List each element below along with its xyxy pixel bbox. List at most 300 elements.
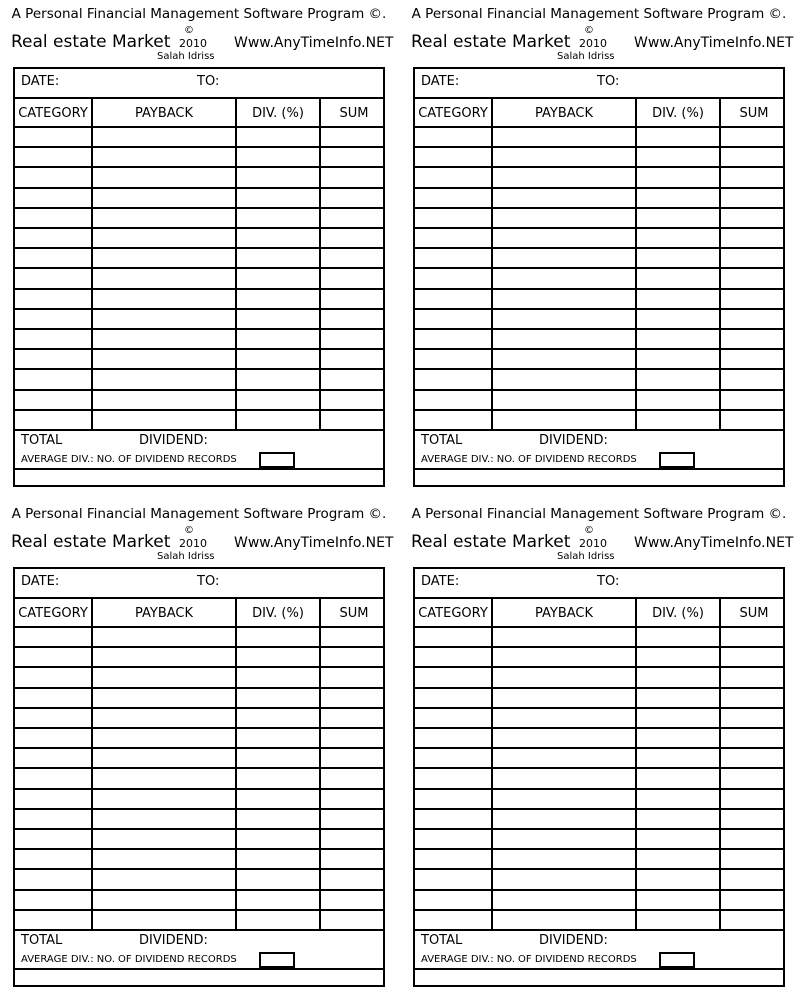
table-cell[interactable] [416, 729, 490, 746]
table-cell[interactable] [16, 209, 90, 226]
table-cell[interactable] [94, 850, 234, 867]
table-cell[interactable] [494, 689, 634, 706]
table-cell[interactable] [722, 330, 786, 347]
table-cell[interactable] [722, 229, 786, 246]
column-divider [719, 97, 721, 429]
dividend-label: DIVIDEND: [139, 433, 208, 448]
total-label: TOTAL [421, 433, 463, 448]
to-label: TO: [197, 74, 220, 89]
table-cell[interactable] [16, 911, 90, 928]
table-cell[interactable] [638, 209, 718, 226]
table-cell[interactable] [238, 411, 318, 428]
table-cell[interactable] [94, 148, 234, 165]
table-cell[interactable] [494, 810, 634, 827]
copyright-year: 2010 [579, 537, 607, 550]
table-cell[interactable] [638, 648, 718, 665]
table-cell[interactable] [94, 911, 234, 928]
table-cell[interactable] [638, 148, 718, 165]
table-cell[interactable] [322, 128, 386, 145]
table-cell[interactable] [322, 290, 386, 307]
dividend-records-count-box[interactable] [659, 952, 695, 968]
table-cell[interactable] [238, 891, 318, 908]
table-cell[interactable] [238, 290, 318, 307]
table-cell[interactable] [722, 891, 786, 908]
table-cell[interactable] [16, 628, 90, 645]
website-text: Www.AnyTimeInfo.NET [634, 35, 794, 51]
column-divider [319, 97, 321, 429]
table-cell[interactable] [494, 648, 634, 665]
table-cell[interactable] [494, 269, 634, 286]
table-cell[interactable] [322, 330, 386, 347]
table-cell[interactable] [416, 891, 490, 908]
table-cell[interactable] [94, 709, 234, 726]
table-cell[interactable] [16, 830, 90, 847]
table-cell[interactable] [638, 391, 718, 408]
table-cell[interactable] [16, 249, 90, 266]
table-cell[interactable] [494, 168, 634, 185]
table-cell[interactable] [722, 729, 786, 746]
table-cell[interactable] [638, 128, 718, 145]
table-cell[interactable] [238, 749, 318, 766]
table-cell[interactable] [94, 749, 234, 766]
table-cell[interactable] [94, 870, 234, 887]
form-table [413, 67, 785, 487]
divider [415, 97, 783, 99]
column-divider [491, 97, 493, 429]
table-cell[interactable] [722, 128, 786, 145]
table-cell[interactable] [322, 709, 386, 726]
column-header-category: CATEGORY [18, 106, 88, 121]
table-cell[interactable] [238, 689, 318, 706]
table-cell[interactable] [494, 128, 634, 145]
table-cell[interactable] [16, 810, 90, 827]
table-cell[interactable] [722, 148, 786, 165]
table-cell[interactable] [638, 350, 718, 367]
table-cell[interactable] [494, 911, 634, 928]
table-cell[interactable] [416, 148, 490, 165]
table-cell[interactable] [322, 911, 386, 928]
form-title: Real estate Market [11, 532, 171, 552]
table-cell[interactable] [638, 168, 718, 185]
table-cell[interactable] [416, 391, 490, 408]
dividend-label: DIVIDEND: [539, 933, 608, 948]
table-cell[interactable] [494, 290, 634, 307]
table-cell[interactable] [238, 330, 318, 347]
table-cell[interactable] [638, 310, 718, 327]
table-cell[interactable] [722, 668, 786, 685]
table-cell[interactable] [322, 891, 386, 908]
table-cell[interactable] [238, 370, 318, 387]
table-cell[interactable] [494, 229, 634, 246]
program-subtitle: A Personal Financial Management Software Program ©. [411, 6, 787, 22]
table-cell[interactable] [638, 411, 718, 428]
table-cell[interactable] [638, 870, 718, 887]
table-cell[interactable] [94, 668, 234, 685]
column-header-category: CATEGORY [418, 606, 488, 621]
column-header-payback: PAYBACK [534, 106, 594, 121]
table-cell[interactable] [416, 128, 490, 145]
ledger-form-4 [410, 500, 794, 990]
table-cell[interactable] [94, 350, 234, 367]
table-cell[interactable] [416, 310, 490, 327]
table-cell[interactable] [494, 850, 634, 867]
program-subtitle: A Personal Financial Management Software Program ©. [411, 506, 787, 522]
table-cell[interactable] [94, 628, 234, 645]
average-div-label: AVERAGE DIV.: NO. OF DIVIDEND RECORDS [421, 454, 637, 465]
table-cell[interactable] [238, 790, 318, 807]
table-cell[interactable] [638, 830, 718, 847]
table-cell[interactable] [638, 810, 718, 827]
column-divider [91, 597, 93, 929]
table-cell[interactable] [722, 911, 786, 928]
table-cell[interactable] [416, 648, 490, 665]
table-cell[interactable] [322, 168, 386, 185]
table-cell[interactable] [638, 249, 718, 266]
table-cell[interactable] [722, 749, 786, 766]
table-cell[interactable] [16, 370, 90, 387]
table-cell[interactable] [322, 729, 386, 746]
table-cell[interactable] [16, 668, 90, 685]
table-cell[interactable] [722, 689, 786, 706]
table-cell[interactable] [16, 870, 90, 887]
table-cell[interactable] [416, 249, 490, 266]
table-cell[interactable] [322, 370, 386, 387]
total-label: TOTAL [21, 433, 63, 448]
table-cell[interactable] [322, 830, 386, 847]
table-cell[interactable] [722, 310, 786, 327]
table-cell[interactable] [494, 310, 634, 327]
table-cell[interactable] [94, 689, 234, 706]
dividend-label: DIVIDEND: [139, 933, 208, 948]
to-label: TO: [597, 574, 620, 589]
copyright-symbol: © [584, 25, 594, 36]
table-cell[interactable] [494, 189, 634, 206]
table-cell[interactable] [722, 810, 786, 827]
table-cell[interactable] [16, 330, 90, 347]
table-cell[interactable] [722, 628, 786, 645]
table-cell[interactable] [94, 168, 234, 185]
table-cell[interactable] [638, 911, 718, 928]
table-cell[interactable] [722, 391, 786, 408]
table-cell[interactable] [16, 229, 90, 246]
table-cell[interactable] [16, 729, 90, 746]
table-cell[interactable] [94, 370, 234, 387]
table-cell[interactable] [94, 209, 234, 226]
table-cell[interactable] [416, 269, 490, 286]
table-cell[interactable] [16, 709, 90, 726]
column-divider [91, 97, 93, 429]
table-cell[interactable] [16, 689, 90, 706]
table-cell[interactable] [238, 249, 318, 266]
table-cell[interactable] [416, 911, 490, 928]
author-name: Salah Idriss [157, 551, 215, 562]
table-cell[interactable] [238, 168, 318, 185]
table-cell[interactable] [322, 269, 386, 286]
table-cell[interactable] [238, 870, 318, 887]
table-cell[interactable] [722, 411, 786, 428]
table-cell[interactable] [94, 128, 234, 145]
table-cell[interactable] [16, 310, 90, 327]
table-cell[interactable] [494, 249, 634, 266]
table-cell[interactable] [494, 709, 634, 726]
table-row-line [15, 929, 383, 931]
table-cell[interactable] [238, 911, 318, 928]
table-cell[interactable] [494, 891, 634, 908]
table-cell[interactable] [238, 128, 318, 145]
divider [415, 968, 783, 970]
table-cell[interactable] [322, 249, 386, 266]
table-cell[interactable] [322, 810, 386, 827]
table-cell[interactable] [16, 749, 90, 766]
table-cell[interactable] [722, 168, 786, 185]
ledger-form-2 [410, 0, 794, 490]
column-header-category: CATEGORY [18, 606, 88, 621]
table-cell[interactable] [722, 648, 786, 665]
table-cell[interactable] [416, 769, 490, 786]
table-cell[interactable] [16, 391, 90, 408]
table-cell[interactable] [322, 310, 386, 327]
table-cell[interactable] [638, 850, 718, 867]
table-cell[interactable] [16, 290, 90, 307]
table-cell[interactable] [722, 290, 786, 307]
divider [15, 468, 383, 470]
table-cell[interactable] [322, 769, 386, 786]
table-cell[interactable] [722, 709, 786, 726]
column-header-sum: SUM [739, 106, 769, 121]
average-div-label: AVERAGE DIV.: NO. OF DIVIDEND RECORDS [21, 954, 237, 965]
table-cell[interactable] [638, 891, 718, 908]
table-cell[interactable] [722, 350, 786, 367]
table-cell[interactable] [16, 168, 90, 185]
table-cell[interactable] [238, 769, 318, 786]
table-cell[interactable] [416, 229, 490, 246]
table-cell[interactable] [322, 350, 386, 367]
table-cell[interactable] [322, 411, 386, 428]
table-cell[interactable] [416, 668, 490, 685]
table-cell[interactable] [94, 769, 234, 786]
copyright-year: 2010 [179, 537, 207, 550]
table-cell[interactable] [494, 370, 634, 387]
column-header-category: CATEGORY [418, 106, 488, 121]
table-cell[interactable] [416, 189, 490, 206]
table-cell[interactable] [322, 790, 386, 807]
table-cell[interactable] [722, 249, 786, 266]
table-cell[interactable] [322, 668, 386, 685]
table-cell[interactable] [238, 229, 318, 246]
divider [15, 968, 383, 970]
table-cell[interactable] [238, 148, 318, 165]
form-table [13, 567, 385, 987]
table-cell[interactable] [94, 310, 234, 327]
table-cell[interactable] [722, 790, 786, 807]
table-cell[interactable] [416, 168, 490, 185]
table-cell[interactable] [94, 330, 234, 347]
table-cell[interactable] [638, 709, 718, 726]
table-cell[interactable] [322, 749, 386, 766]
table-cell[interactable] [638, 668, 718, 685]
table-cell[interactable] [722, 209, 786, 226]
table-cell[interactable] [494, 769, 634, 786]
table-cell[interactable] [238, 310, 318, 327]
table-cell[interactable] [16, 411, 90, 428]
table-cell[interactable] [416, 330, 490, 347]
table-cell[interactable] [494, 148, 634, 165]
table-cell[interactable] [638, 290, 718, 307]
table-cell[interactable] [94, 648, 234, 665]
table-cell[interactable] [238, 830, 318, 847]
table-cell[interactable] [638, 330, 718, 347]
table-cell[interactable] [416, 209, 490, 226]
table-cell[interactable] [416, 350, 490, 367]
table-cell[interactable] [494, 411, 634, 428]
table-cell[interactable] [16, 350, 90, 367]
table-cell[interactable] [638, 269, 718, 286]
table-cell[interactable] [322, 628, 386, 645]
table-cell[interactable] [238, 189, 318, 206]
table-cell[interactable] [94, 810, 234, 827]
table-cell[interactable] [416, 830, 490, 847]
table-cell[interactable] [722, 269, 786, 286]
table-cell[interactable] [638, 628, 718, 645]
table-cell[interactable] [722, 189, 786, 206]
table-cell[interactable] [322, 148, 386, 165]
dividend-records-count-box[interactable] [659, 452, 695, 468]
table-cell[interactable] [638, 749, 718, 766]
table-cell[interactable] [416, 628, 490, 645]
table-cell[interactable] [722, 830, 786, 847]
table-cell[interactable] [638, 229, 718, 246]
table-cell[interactable] [416, 411, 490, 428]
table-cell[interactable] [238, 810, 318, 827]
table-cell[interactable] [494, 209, 634, 226]
table-cell[interactable] [722, 370, 786, 387]
table-cell[interactable] [416, 290, 490, 307]
table-cell[interactable] [238, 648, 318, 665]
table-cell[interactable] [494, 729, 634, 746]
table-cell[interactable] [722, 850, 786, 867]
date-label: DATE: [421, 74, 460, 89]
table-cell[interactable] [416, 749, 490, 766]
table-cell[interactable] [94, 269, 234, 286]
table-cell[interactable] [494, 391, 634, 408]
table-cell[interactable] [94, 290, 234, 307]
table-cell[interactable] [16, 891, 90, 908]
divider [15, 97, 383, 99]
table-cell[interactable] [416, 810, 490, 827]
table-cell[interactable] [94, 729, 234, 746]
website-text: Www.AnyTimeInfo.NET [234, 535, 394, 551]
table-cell[interactable] [322, 689, 386, 706]
table-cell[interactable] [94, 391, 234, 408]
dividend-records-count-box[interactable] [259, 452, 295, 468]
average-div-label: AVERAGE DIV.: NO. OF DIVIDEND RECORDS [21, 454, 237, 465]
table-cell[interactable] [16, 189, 90, 206]
table-cell[interactable] [722, 870, 786, 887]
table-cell[interactable] [416, 850, 490, 867]
table-cell[interactable] [322, 209, 386, 226]
date-label: DATE: [21, 574, 60, 589]
table-cell[interactable] [494, 350, 634, 367]
table-cell[interactable] [494, 870, 634, 887]
form-title: Real estate Market [11, 32, 171, 52]
table-cell[interactable] [94, 790, 234, 807]
table-cell[interactable] [638, 729, 718, 746]
program-subtitle: A Personal Financial Management Software Program ©. [11, 6, 387, 22]
table-cell[interactable] [94, 189, 234, 206]
table-cell[interactable] [416, 870, 490, 887]
table-cell[interactable] [322, 648, 386, 665]
table-cell[interactable] [238, 668, 318, 685]
column-divider [635, 97, 637, 429]
table-cell[interactable] [322, 870, 386, 887]
table-cell[interactable] [238, 350, 318, 367]
table-cell[interactable] [638, 790, 718, 807]
table-cell[interactable] [494, 830, 634, 847]
table-cell[interactable] [416, 689, 490, 706]
table-cell[interactable] [94, 229, 234, 246]
table-cell[interactable] [416, 790, 490, 807]
table-cell[interactable] [16, 269, 90, 286]
table-cell[interactable] [238, 850, 318, 867]
table-cell[interactable] [494, 628, 634, 645]
copyright-symbol: © [184, 25, 194, 36]
column-divider [719, 597, 721, 929]
table-cell[interactable] [322, 189, 386, 206]
table-cell[interactable] [638, 189, 718, 206]
table-cell[interactable] [94, 411, 234, 428]
table-cell[interactable] [322, 229, 386, 246]
table-cell[interactable] [16, 648, 90, 665]
table-cell[interactable] [322, 391, 386, 408]
table-cell[interactable] [638, 769, 718, 786]
column-header-div: DIV. (%) [252, 606, 304, 621]
table-cell[interactable] [16, 769, 90, 786]
table-cell[interactable] [238, 729, 318, 746]
average-div-label: AVERAGE DIV.: NO. OF DIVIDEND RECORDS [421, 954, 637, 965]
copyright-year: 2010 [179, 37, 207, 50]
table-cell[interactable] [16, 148, 90, 165]
table-cell[interactable] [238, 709, 318, 726]
table-cell[interactable] [94, 891, 234, 908]
column-divider [319, 597, 321, 929]
table-cell[interactable] [238, 269, 318, 286]
dividend-records-count-box[interactable] [259, 952, 295, 968]
table-cell[interactable] [322, 850, 386, 867]
table-cell[interactable] [416, 709, 490, 726]
table-cell[interactable] [494, 790, 634, 807]
divider [415, 468, 783, 470]
table-cell[interactable] [16, 128, 90, 145]
table-cell[interactable] [638, 370, 718, 387]
author-name: Salah Idriss [557, 51, 615, 62]
table-cell[interactable] [722, 769, 786, 786]
to-label: TO: [197, 574, 220, 589]
column-header-div: DIV. (%) [652, 106, 704, 121]
table-cell[interactable] [494, 668, 634, 685]
table-cell[interactable] [94, 830, 234, 847]
form-title: Real estate Market [411, 532, 571, 552]
table-cell[interactable] [416, 370, 490, 387]
table-cell[interactable] [494, 749, 634, 766]
table-cell[interactable] [238, 209, 318, 226]
table-cell[interactable] [16, 850, 90, 867]
table-cell[interactable] [238, 391, 318, 408]
table-cell[interactable] [494, 330, 634, 347]
table-cell[interactable] [238, 628, 318, 645]
table-cell[interactable] [638, 689, 718, 706]
table-cell[interactable] [94, 249, 234, 266]
table-cell[interactable] [16, 790, 90, 807]
